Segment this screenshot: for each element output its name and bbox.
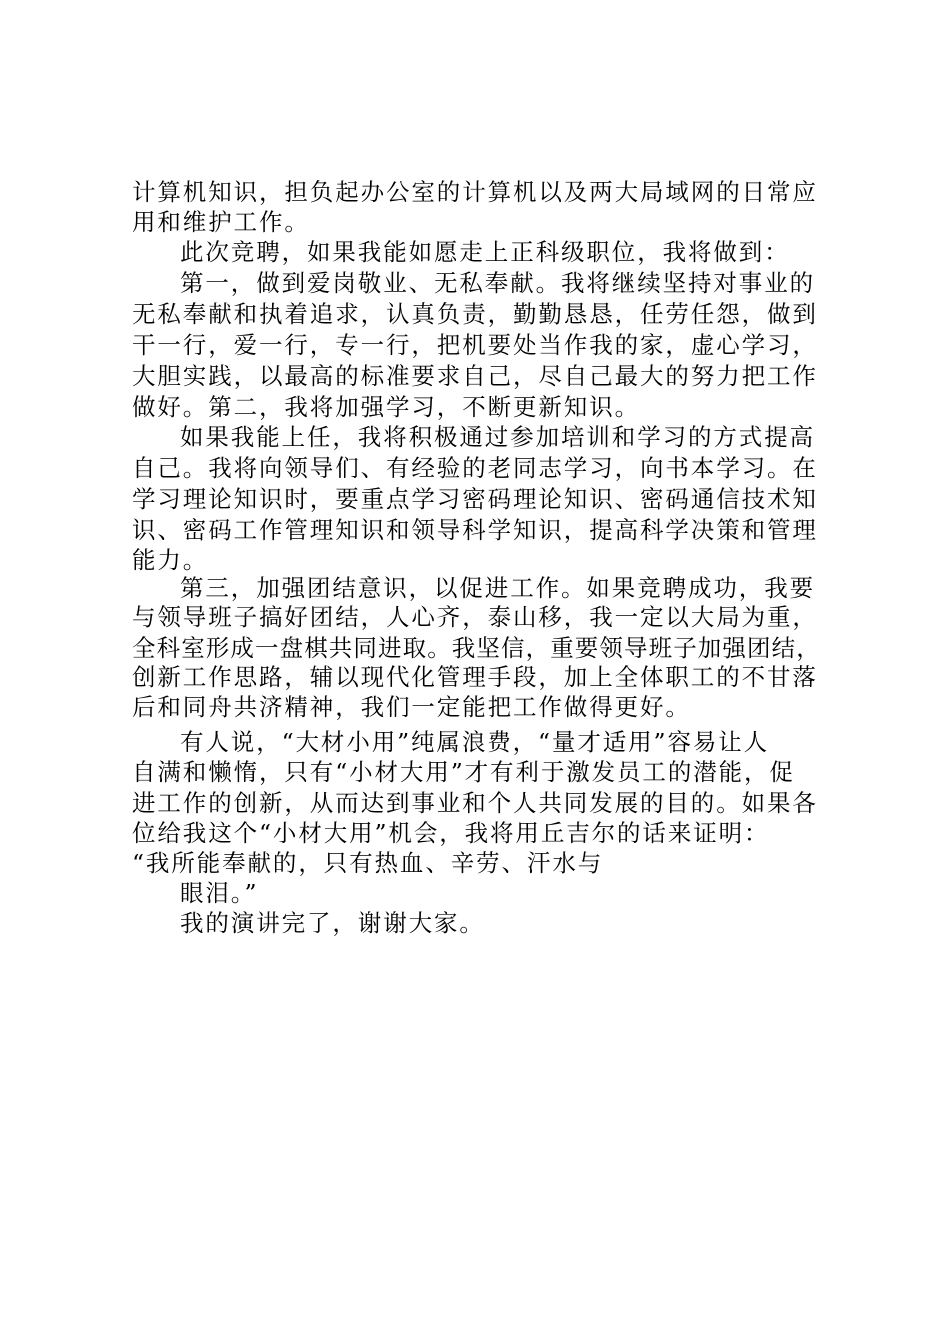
text-line: 与领导班子搞好团结，人心齐，泰山移，我一定以大局为重， <box>132 603 818 631</box>
paragraph-line: 如果我能上任，我将积极通过参加培训和学习的方式提高 <box>180 423 815 451</box>
text-line: 后和同舟共济精神，我们一定能把工作做得更好。 <box>132 693 691 721</box>
text-line: 位给我这个“小材大用”机会，我将用丘吉尔的话来证明： <box>132 819 770 847</box>
paragraph-line: 此次竞聘，如果我能如愿走上正科级职位，我将做到： <box>180 238 790 266</box>
paragraph-line: 我的演讲完了，谢谢大家。 <box>180 909 485 937</box>
text-line: 进工作的创新，从而达到事业和个人共同发展的目的。如果各 <box>132 789 818 817</box>
text-line: 自满和懒惰，只有“小材大用”才有利于激发员工的潜能，促 <box>132 758 795 786</box>
paragraph-line: 有人说，“大材小用”纯属浪费，“量才适用”容易让人 <box>180 728 770 756</box>
text-line: 干一行，爱一行，专一行，把机要处当作我的家，虚心学习， <box>132 331 818 359</box>
text-line: 能力。 <box>132 546 209 574</box>
paragraph-line: 眼泪。” <box>180 879 259 907</box>
text-line: 学习理论知识时，要重点学习密码理论知识、密码通信技术知 <box>132 485 818 513</box>
text-line: 创新工作思路，辅以现代化管理手段，加上全体职工的不甘落 <box>132 663 818 691</box>
paragraph-line: 第一，做到爱岗敬业、无私奉献。我将继续坚持对事业的 <box>180 269 815 297</box>
text-line: 识、密码工作管理知识和领导科学知识，提高科学决策和管理 <box>132 516 818 544</box>
text-line: 无私奉献和执着追求，认真负责，勤勤恳恳，任劳任怨，做到 <box>132 300 818 328</box>
text-line: 大胆实践，以最高的标准要求自己，尽自己最大的努力把工作 <box>132 362 818 390</box>
text-line: 计算机知识，担负起办公室的计算机以及两大局域网的日常应 <box>132 178 818 206</box>
text-line: 自己。我将向领导们、有经验的老同志学习，向书本学习。在 <box>132 454 818 482</box>
text-line: “我所能奉献的，只有热血、辛劳、汗水与 <box>132 849 604 877</box>
text-line: 做好。第二，我将加强学习，不断更新知识。 <box>132 393 640 421</box>
paragraph-line: 第三，加强团结意识，以促进工作。如果竞聘成功，我要 <box>180 574 815 602</box>
text-line: 全科室形成一盘棋共同进取。我坚信，重要领导班子加强团结， <box>132 634 821 662</box>
text-line: 用和维护工作。 <box>132 208 310 236</box>
